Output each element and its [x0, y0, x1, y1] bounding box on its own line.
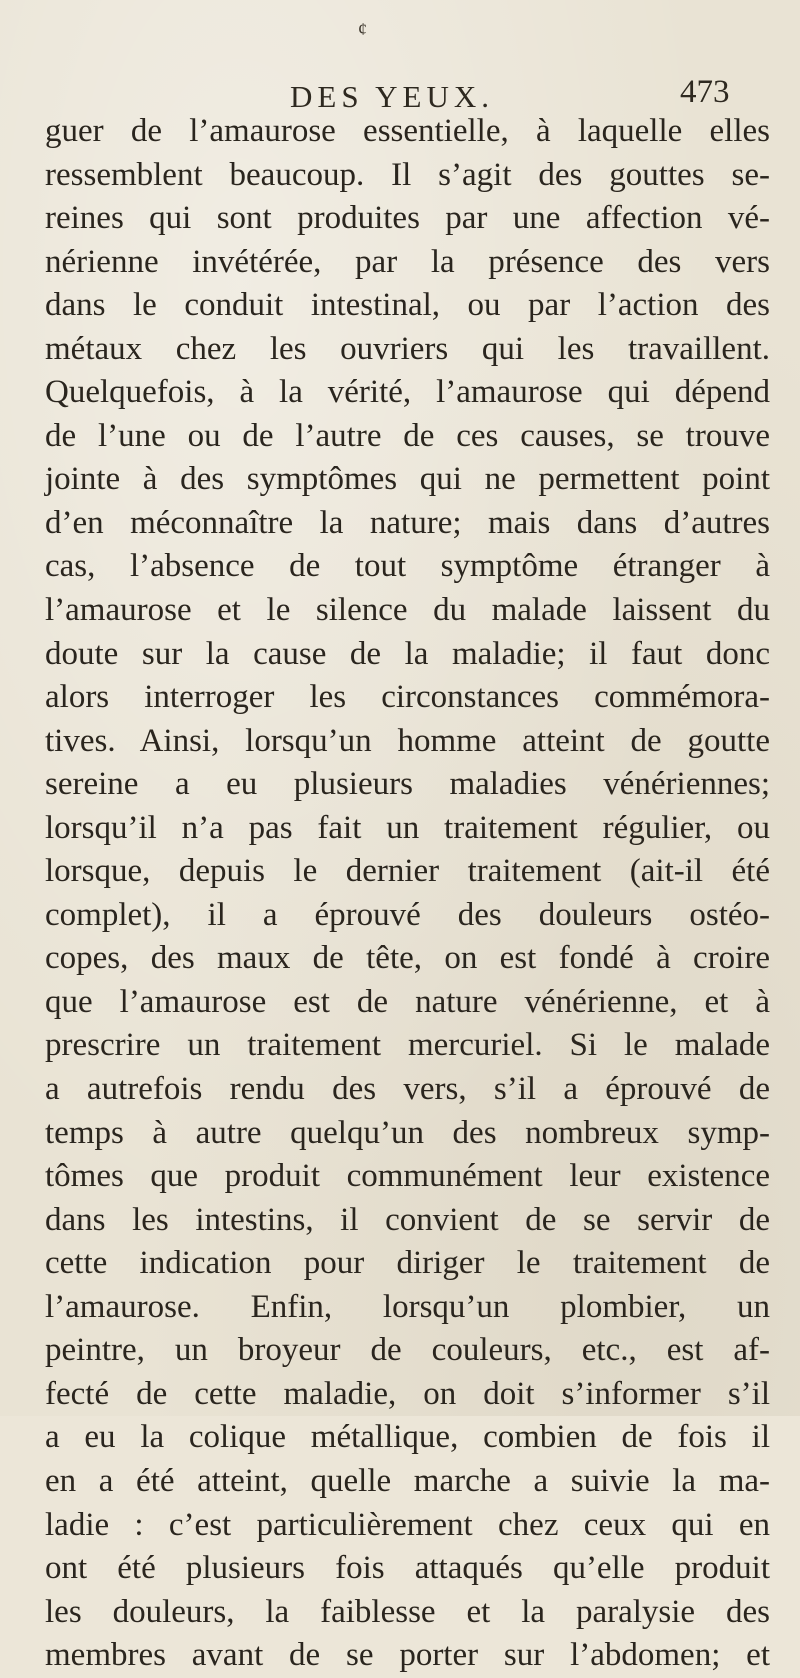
running-head: DES YEUX. — [290, 79, 495, 114]
text-line: dans le conduit intestinal, ou par l’action des — [45, 287, 770, 324]
text-line: copes, des maux de tête, on est fondé à croire — [45, 940, 770, 977]
text-line: nérienne invétérée, par la présence des vers — [45, 243, 770, 280]
text-line: l’amaurose. Enfin, lorsqu’un plombier, un — [45, 1288, 770, 1325]
text-line: guer de l’amaurose essentielle, à laquelle elles — [45, 113, 770, 149]
text-line: tives. Ainsi, lorsqu’un homme atteint de goutte — [45, 722, 770, 759]
text-line: Quelquefois, à la vérité, l’amaurose qui dépend — [45, 374, 770, 411]
text-line: alors interroger les circonstances commémora- — [45, 679, 770, 716]
text-line: cette indication pour diriger le traitement de — [45, 1245, 770, 1282]
text-line: temps à autre quelqu’un des nombreux symp- — [45, 1114, 770, 1151]
text-line: lorsqu’il n’a pas fait un traitement régulier, ou — [45, 809, 770, 846]
text-line: a autrefois rendu des vers, s’il a éprouvé de — [45, 1071, 770, 1108]
text-line: fecté de cette maladie, on doit s’informer s’il — [45, 1375, 770, 1412]
text-line: que l’amaurose est de nature vénérienne, et à — [45, 983, 770, 1020]
text-line: doute sur la cause de la maladie; il faut donc — [45, 635, 770, 672]
text-line: reines qui sont produites par une affection vé- — [45, 200, 770, 237]
text-line: lorsque, depuis le dernier traitement (ait-il été — [45, 853, 770, 890]
text-line: peintre, un broyeur de couleurs, etc., est af- — [45, 1332, 770, 1369]
page-number: 473 — [680, 74, 730, 110]
text-line: de l’une ou de l’autre de ces causes, se trouve — [45, 417, 770, 454]
text-line: a eu la colique métallique, combien de fois il — [45, 1419, 770, 1456]
text-line: tômes que produit communément leur existence — [45, 1158, 770, 1195]
top-mark: ¢ — [358, 19, 367, 39]
text-line: métaux chez les ouvriers qui les travaillent. — [45, 330, 770, 367]
text-line: l’amaurose et le silence du malade laissent du — [45, 592, 770, 629]
text-line: ont été plusieurs fois attaqués qu’elle produit — [45, 1550, 770, 1587]
text-line: les douleurs, la faiblesse et la paralysie des — [45, 1593, 770, 1630]
text-line: d’en méconnaître la nature; mais dans d’autres — [45, 504, 770, 541]
body-text — [45, 110, 770, 1678]
text-line: en a été atteint, quelle marche a suivie la ma- — [45, 1462, 770, 1499]
text-line: dans les intestins, il convient de se servir de — [45, 1201, 770, 1238]
text-line: ladie : c’est particulièrement chez ceux qui en — [45, 1506, 770, 1543]
text-line: jointe à des symptômes qui ne permettent point — [45, 461, 770, 498]
text-line: membres avant de se porter sur l’abdomen; et — [45, 1637, 770, 1674]
text-line: complet), il a éprouvé des douleurs ostéo- — [45, 896, 770, 933]
text-line: sereine a eu plusieurs maladies vénériennes; — [45, 766, 770, 803]
text-line: ressemblent beaucoup. Il s’agit des gouttes se- — [45, 156, 770, 193]
text-line: prescrire un traitement mercuriel. Si le malade — [45, 1027, 770, 1064]
text-line: cas, l’absence de tout symptôme étranger à — [45, 548, 770, 585]
